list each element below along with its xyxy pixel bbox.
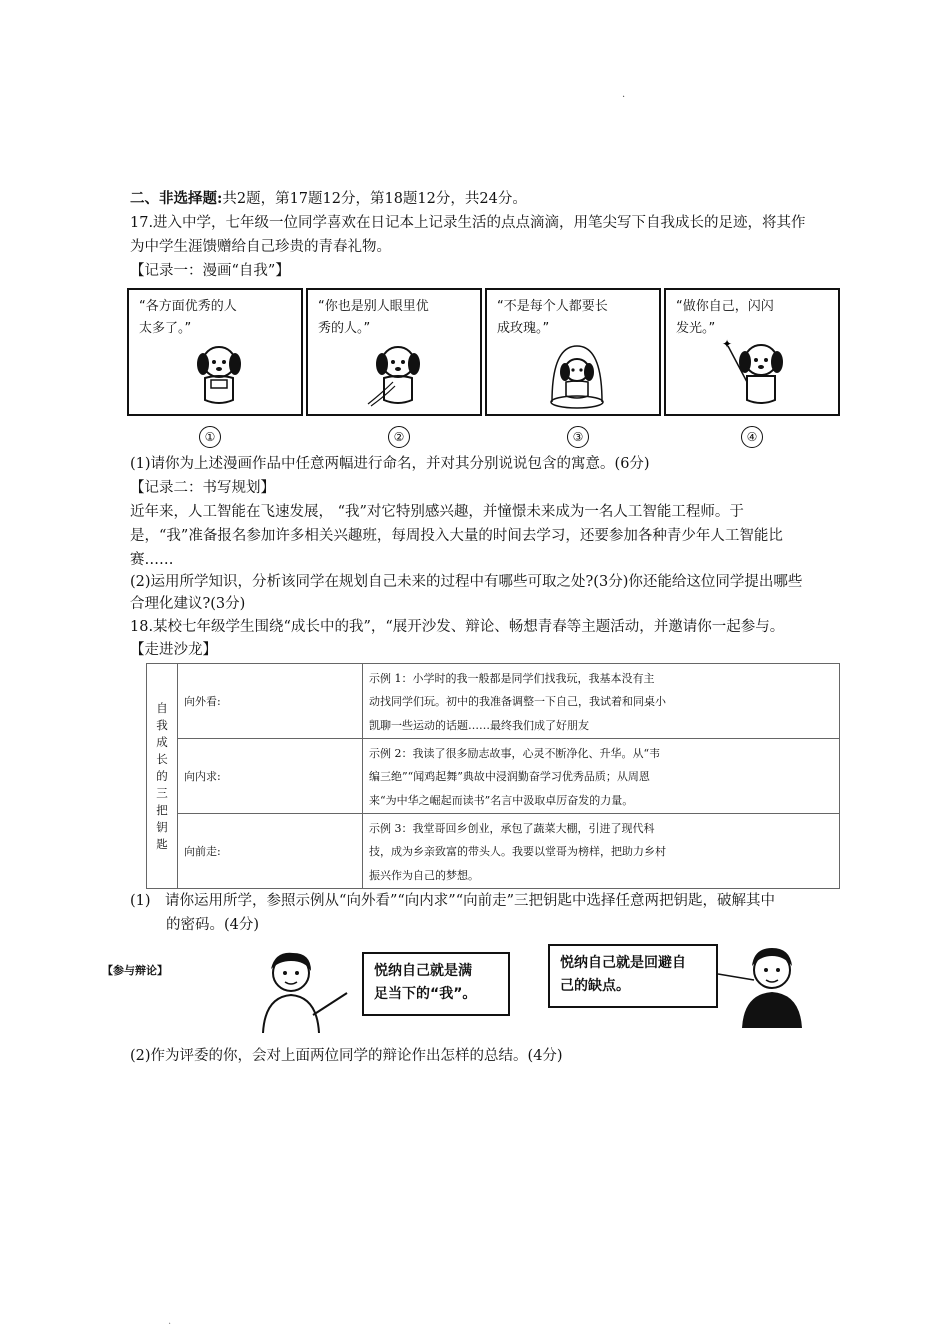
row-header-text: 自我成长的三把钥匙 (156, 700, 168, 851)
example-line: 振兴作为自己的梦想。 (369, 868, 479, 882)
comic-panel-2 (306, 288, 482, 416)
q17-intro-line2: 为中学生涯馈赠给自己珍贵的青春礼物。 (130, 239, 391, 255)
example-line: 编三绝”“闻鸡起舞”典故中浸润勤奋学习优秀品质；从周恩 (369, 770, 650, 784)
q18-sub1-line2: 的密码。(4分) (166, 917, 260, 933)
section-heading (130, 188, 860, 210)
section-desc: 共2题，第17题12分，第18题12分，共24分。 (222, 191, 527, 207)
q17-intro-line1: 17.进入中学，七年级一位同学喜欢在日记本上记录生活的点点滴滴，用笔尖写下自我成长的足迹，将其作 (130, 215, 806, 231)
puppy-illustration-2 (363, 342, 433, 412)
q17-sub1: (1)请你为上述漫画作品中任意两幅进行命名，并对其分别说说包含的寓意。(6分) (130, 456, 650, 472)
table-row (147, 664, 840, 739)
student-left-illustration (253, 945, 353, 1035)
comic-number-4: ④ (741, 426, 763, 448)
comic-caption-3: “不是每个人都要长 成玫瑰。” (497, 299, 608, 336)
q18-sub1-line1: (1) 请你运用所学，参照示例从“向外看”“向内求”“向前走”三把钥匙中选择任意两把钥匙，破解其中 (130, 893, 776, 909)
svg-text:✦: ✦ (722, 337, 733, 351)
salon-title: 【走进沙龙】 (130, 642, 217, 658)
speech-bubble-right: 悦纳自己就是回避自 己的缺点。 (548, 944, 718, 1008)
example-line: 来“为中华之崛起而读书”名言中汲取卓厉奋发的力量。 (369, 793, 634, 807)
example-line: 技，成为乡亲致富的带头人。我要以堂哥为榜样，把助力乡村 (369, 845, 666, 859)
header-mark: · (622, 92, 626, 103)
comic-caption-2: “你也是别人眼里优 秀的人。” (318, 299, 429, 336)
section-title: 二、非选择题: (130, 190, 223, 207)
table-row-header-cell (147, 664, 178, 889)
key-label-cell: 向外看: (178, 664, 363, 739)
example-cell (363, 739, 840, 814)
comic-panel-1 (127, 288, 303, 416)
comic-number-3: ③ (567, 426, 589, 448)
example-line: 示例 3：我堂哥回乡创业，承包了蔬菜大棚，引进了现代科 (369, 821, 655, 835)
comic-caption-1: “各方面优秀的人 太多了。” (139, 299, 237, 336)
comic-number-2: ② (388, 426, 410, 448)
example-cell (363, 664, 840, 739)
example-line: 动找同学们玩。初中的我准备调整一下自己，我试着和同桌小 (369, 695, 666, 709)
speech-bubble-left: 悦纳自己就是满 足当下的“我”。 (362, 952, 510, 1016)
growth-keys-table (146, 663, 840, 889)
record1-title: 【记录一：漫画“自我”】 (130, 263, 290, 279)
footer-mark: . (168, 1316, 172, 1327)
q17-sub2-line1: (2)运用所学知识，分析该同学在规划自己未来的过程中有哪些可取之处?(3分)你还能给这位同学提出哪些 (130, 574, 803, 590)
comic-number-1: ① (199, 426, 221, 448)
record2-line2: 是，“我”准备报名参加许多相关兴趣班，每周投入大量的时间去学习，还要参加各种青少年人工智能比 (130, 528, 783, 544)
key-label-cell: 向内求: (178, 739, 363, 814)
puppy-with-wand-illustration (716, 320, 796, 414)
table-row (147, 739, 840, 814)
table-row (147, 814, 840, 889)
record2-line1: 近年来，人工智能在飞速发展， “我”对它特别感兴趣，并憧憬未来成为一名人工智能工程师。于 (130, 504, 744, 520)
key-label-cell: 向前走: (178, 814, 363, 889)
example-cell (363, 814, 840, 889)
example-line: 示例 1：小学时的我一般都是同学们找我玩，我基本没有主 (369, 671, 655, 685)
q17-sub2-line2: 合理化建议?(3分) (130, 596, 246, 612)
puppy-in-dome-illustration (542, 340, 612, 414)
puppy-illustration-1 (189, 342, 249, 412)
record2-line3: 赛…… (130, 552, 174, 568)
record2-title: 【记录二：书写规划】 (130, 480, 275, 496)
q18-sub2: (2)作为评委的你，会对上面两位同学的辩论作出怎样的总结。(4分) (130, 1048, 563, 1064)
example-line: 示例 2：我读了很多励志故事，心灵不断净化、升华。从“韦 (369, 746, 661, 760)
comic-panel-3 (485, 288, 661, 416)
example-line: 凯聊一些运动的话题……最终我们成了好朋友 (369, 718, 589, 732)
q18-intro: 18.某校七年级学生围绕“成长中的我”，“展开沙发、辩论、畅想青春等主题活动，并邀请你一起参与。 (130, 619, 785, 635)
debate-title: 【参与辩论】 (102, 964, 168, 977)
comic-panel-4 (664, 288, 840, 416)
comic-caption-4: “做你自己，闪闪 发光。” (676, 299, 774, 336)
student-right-illustration (718, 940, 818, 1030)
